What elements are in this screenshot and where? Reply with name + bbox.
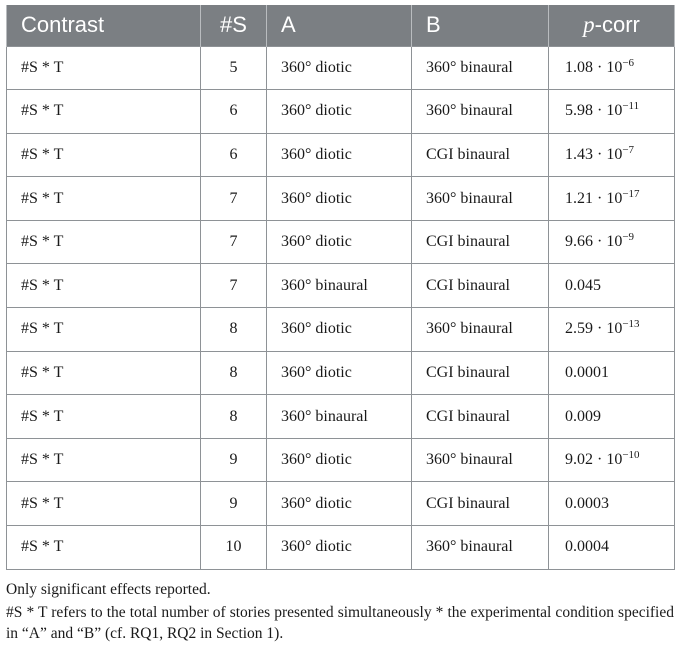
p-value-exponent: −10 — [622, 449, 640, 462]
cell-condition-b: 360° binaural — [412, 438, 549, 482]
cell-condition-b: CGI binaural — [412, 264, 549, 308]
table-header-row — [7, 5, 675, 46]
p-value: 0.0001 — [565, 363, 609, 381]
cell-condition-a: 360° diotic — [267, 177, 412, 221]
cell-stories: 8 — [201, 395, 267, 439]
cell-contrast: #S * T — [7, 351, 201, 395]
cell-p-corr — [549, 133, 675, 177]
p-value-mantissa: 9.02 · 10 — [565, 451, 623, 469]
table-row — [7, 438, 675, 482]
p-value-mantissa: 5.98 · 10 — [565, 102, 623, 120]
table-row — [7, 526, 675, 570]
cell-stories: 6 — [201, 133, 267, 177]
cell-condition-a: 360° diotic — [267, 133, 412, 177]
cell-p-corr — [549, 395, 675, 439]
p-value: 0.045 — [565, 276, 601, 294]
table-row — [7, 308, 675, 352]
cell-contrast: #S * T — [7, 264, 201, 308]
p-value-exponent: −13 — [622, 318, 640, 331]
cell-stories: 5 — [201, 46, 267, 90]
p-value-mantissa: 1.21 · 10 — [565, 189, 623, 207]
cell-condition-b: CGI binaural — [412, 482, 549, 526]
cell-contrast: #S * T — [7, 133, 201, 177]
cell-stories: 8 — [201, 308, 267, 352]
cell-stories: 7 — [201, 177, 267, 221]
cell-condition-b: 360° binaural — [412, 308, 549, 352]
footnote-1: Only significant effects reported. — [6, 580, 211, 598]
cell-condition-a: 360° diotic — [267, 526, 412, 570]
p-value-exponent: −6 — [622, 56, 635, 69]
table-row — [7, 46, 675, 90]
table-body — [7, 46, 675, 569]
p-value-mantissa: 2.59 · 10 — [565, 320, 623, 338]
contrast-table — [6, 5, 675, 570]
cell-condition-b: 360° binaural — [412, 46, 549, 90]
cell-condition-a: 360° binaural — [267, 264, 412, 308]
cell-p-corr — [549, 264, 675, 308]
header-p-italic: p — [583, 12, 595, 38]
cell-condition-b: CGI binaural — [412, 133, 549, 177]
cell-contrast: #S * T — [7, 526, 201, 570]
cell-stories: 10 — [201, 526, 267, 570]
cell-contrast: #S * T — [7, 482, 201, 526]
cell-stories: 6 — [201, 90, 267, 134]
footnote-2: #S * T refers to the total number of stories presented simultaneously * the experimental condition specified in “A” and “B” (cf. RQ1, RQ2 in Section 1). — [6, 603, 674, 642]
p-value: 0.0004 — [565, 538, 609, 556]
header-stories: #S — [201, 5, 267, 46]
cell-p-corr — [549, 46, 675, 90]
cell-condition-a: 360° diotic — [267, 308, 412, 352]
cell-p-corr — [549, 526, 675, 570]
cell-contrast: #S * T — [7, 90, 201, 134]
cell-condition-b: 360° binaural — [412, 526, 549, 570]
table-row — [7, 220, 675, 264]
header-b: B — [412, 5, 549, 46]
cell-p-corr — [549, 308, 675, 352]
cell-stories: 9 — [201, 438, 267, 482]
cell-contrast: #S * T — [7, 308, 201, 352]
cell-condition-b: CGI binaural — [412, 395, 549, 439]
cell-condition-b: CGI binaural — [412, 351, 549, 395]
cell-condition-a: 360° diotic — [267, 482, 412, 526]
cell-condition-a: 360° diotic — [267, 220, 412, 264]
cell-condition-b: 360° binaural — [412, 177, 549, 221]
cell-condition-a: 360° binaural — [267, 395, 412, 439]
table-footnotes — [6, 579, 674, 644]
cell-condition-b: 360° binaural — [412, 90, 549, 134]
cell-condition-b: CGI binaural — [412, 220, 549, 264]
results-table-container — [6, 5, 674, 646]
cell-p-corr — [549, 438, 675, 482]
header-p-corr — [549, 5, 675, 46]
cell-p-corr — [549, 90, 675, 134]
cell-p-corr — [549, 351, 675, 395]
p-value: 0.009 — [565, 407, 601, 425]
cell-stories: 7 — [201, 264, 267, 308]
p-value-mantissa: 1.08 · 10 — [565, 58, 623, 76]
table-row — [7, 482, 675, 526]
cell-contrast: #S * T — [7, 46, 201, 90]
p-value: 0.0003 — [565, 494, 609, 512]
cell-stories: 7 — [201, 220, 267, 264]
table-row — [7, 177, 675, 221]
cell-contrast: #S * T — [7, 395, 201, 439]
cell-contrast: #S * T — [7, 220, 201, 264]
table-row — [7, 133, 675, 177]
cell-condition-a: 360° diotic — [267, 90, 412, 134]
table-row — [7, 351, 675, 395]
p-value-exponent: −9 — [622, 231, 635, 244]
cell-stories: 8 — [201, 351, 267, 395]
header-p-suffix: -corr — [594, 12, 640, 38]
p-value-mantissa: 1.43 · 10 — [565, 145, 623, 163]
cell-p-corr — [549, 177, 675, 221]
p-value-mantissa: 9.66 · 10 — [565, 233, 623, 251]
cell-p-corr — [549, 220, 675, 264]
table-row — [7, 90, 675, 134]
p-value-exponent: −7 — [622, 143, 635, 156]
cell-contrast: #S * T — [7, 177, 201, 221]
cell-p-corr — [549, 482, 675, 526]
table-row — [7, 395, 675, 439]
cell-stories: 9 — [201, 482, 267, 526]
header-contrast: Contrast — [7, 5, 201, 46]
p-value-exponent: −17 — [622, 187, 640, 200]
table-row — [7, 264, 675, 308]
header-a: A — [267, 5, 412, 46]
cell-contrast: #S * T — [7, 438, 201, 482]
cell-condition-a: 360° diotic — [267, 351, 412, 395]
cell-condition-a: 360° diotic — [267, 438, 412, 482]
p-value-exponent: −11 — [622, 100, 640, 113]
cell-condition-a: 360° diotic — [267, 46, 412, 90]
